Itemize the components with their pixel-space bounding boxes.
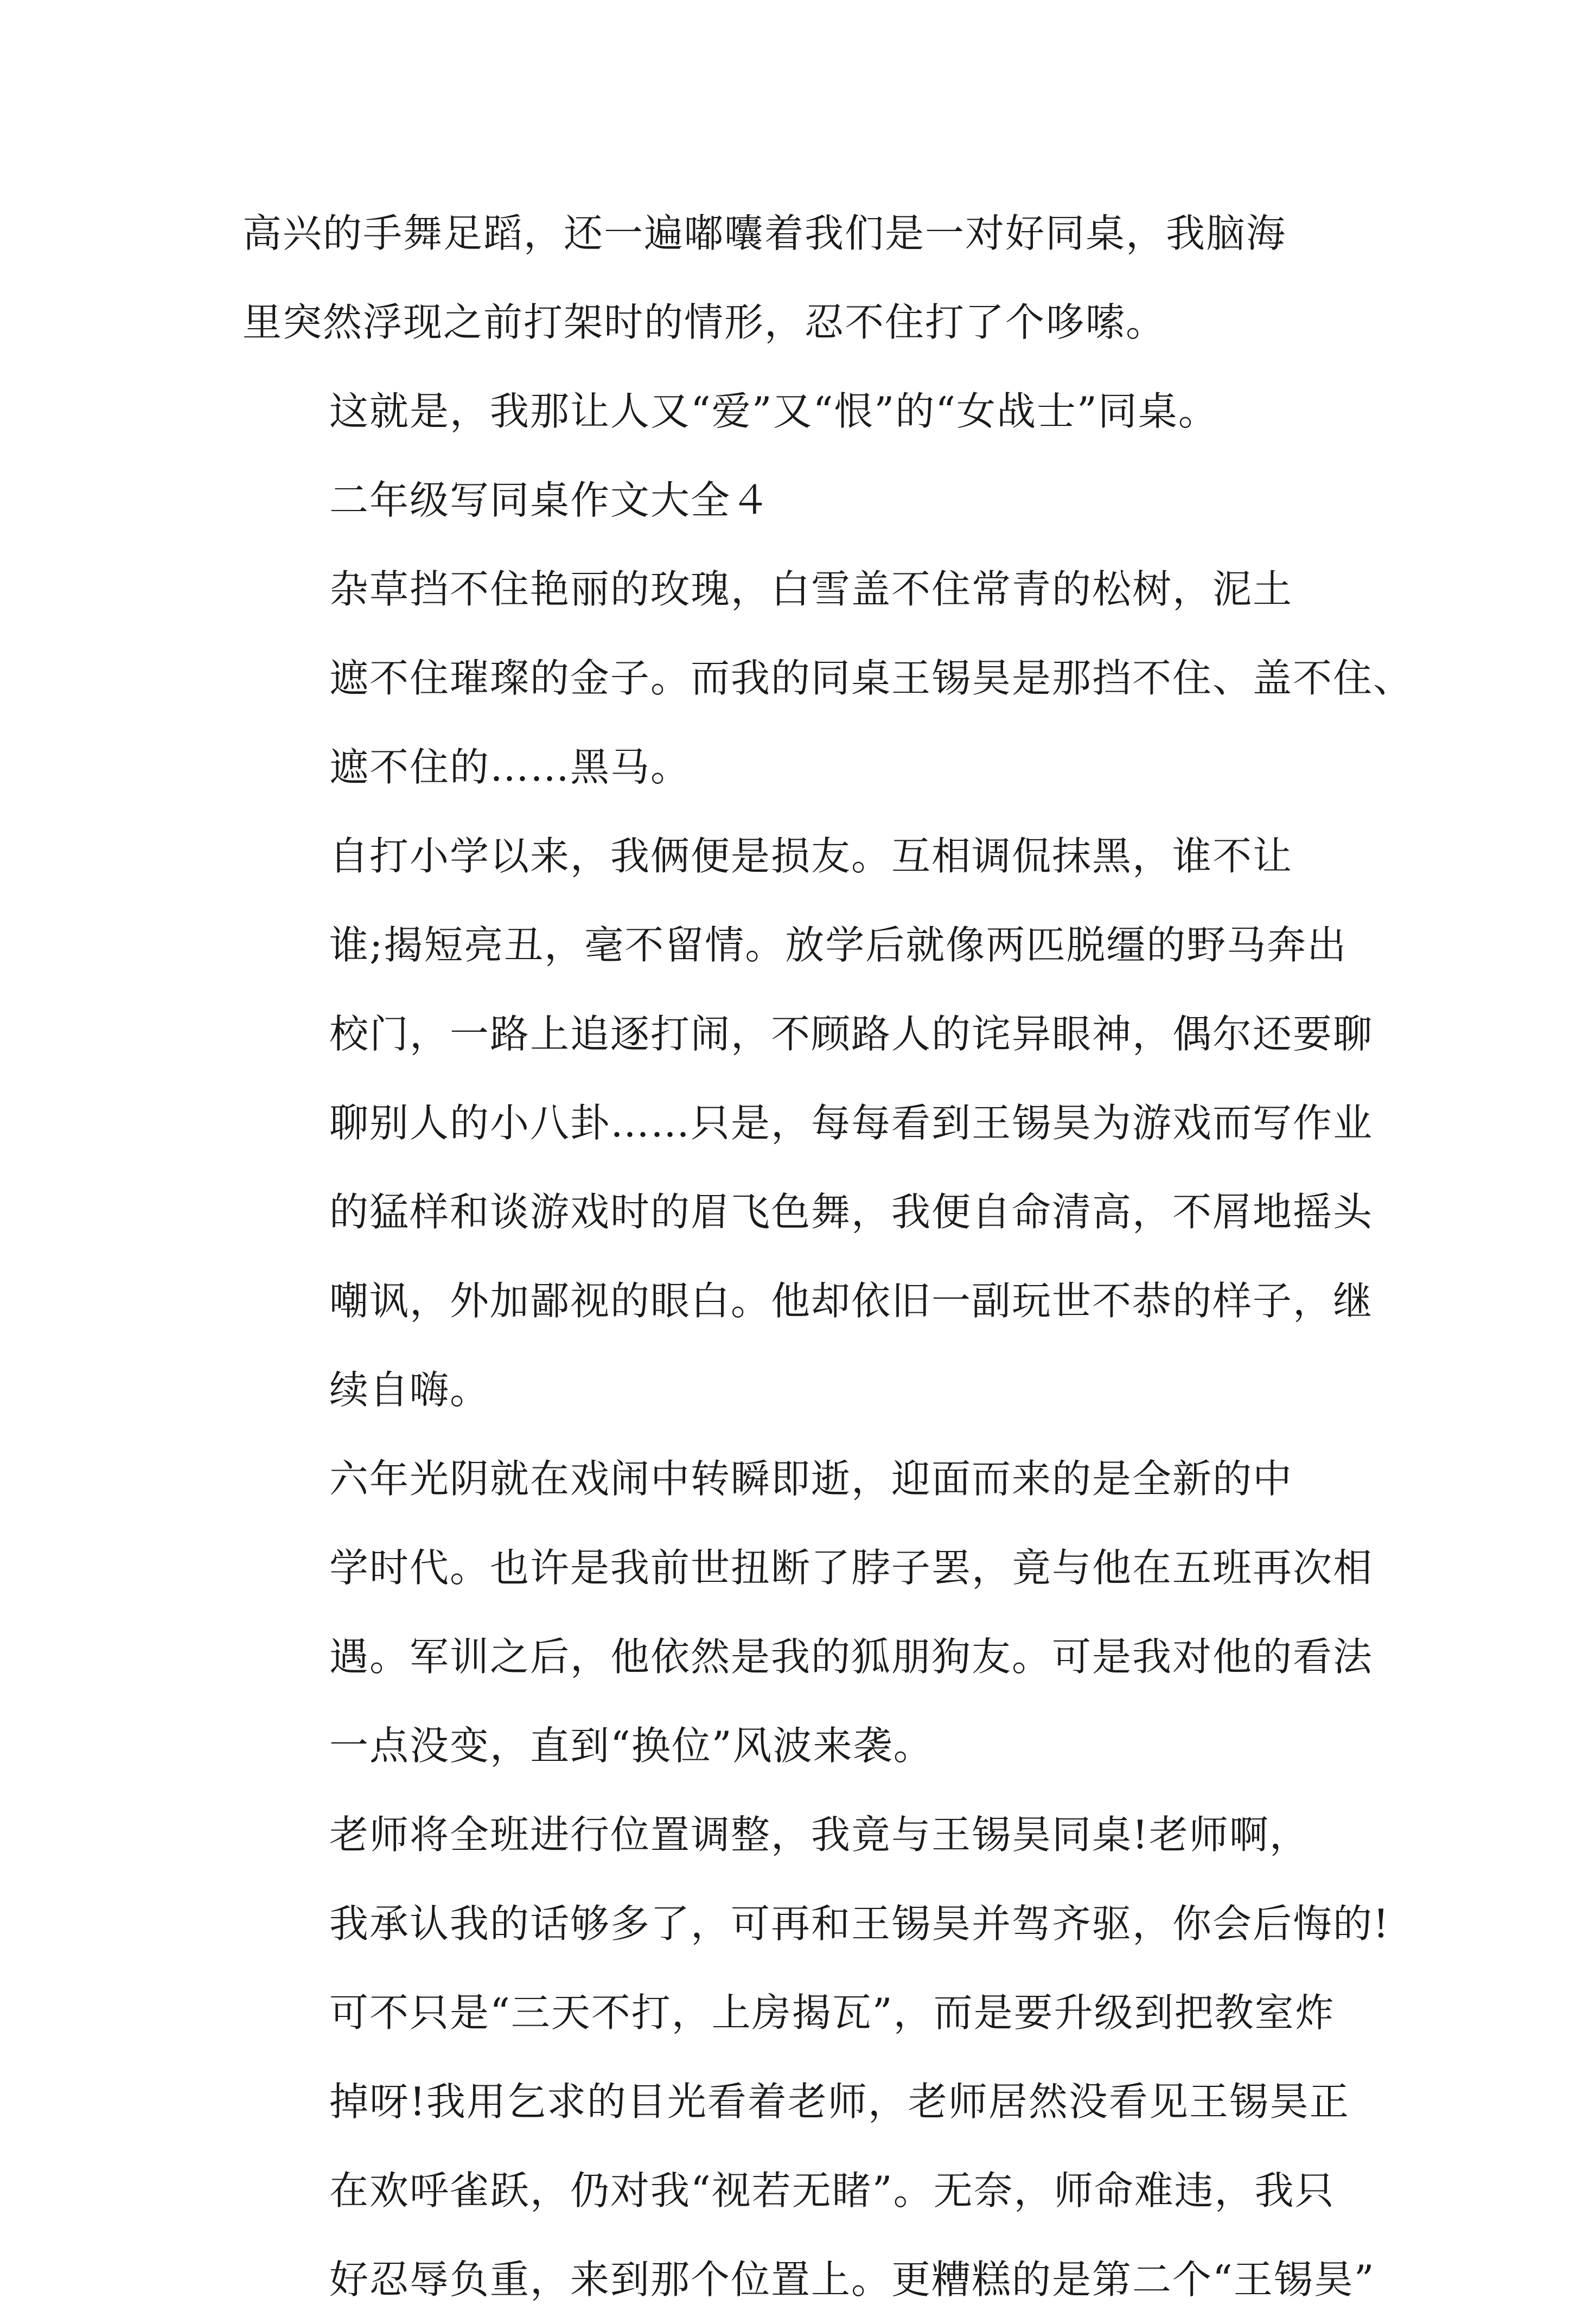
paragraph-6 [242,1434,1382,1790]
text-line: 六年光阴就在戏闹中转瞬即逝，迎面而来的是全新的中 [329,1456,1293,1502]
paragraph-1 [242,189,1382,367]
section-heading [242,456,1382,545]
text-line: 的猛样和谈游戏时的眉飞色舞，我便自命清高，不屑地摇头 [329,1189,1374,1235]
text-line: 高兴的手舞足蹈，还一遍嘟囔着我们是一对好同桌，我脑海 [242,210,1287,256]
text-line: 聊别人的小八卦……只是，每每看到王锡昊为游戏而写作业 [329,1100,1374,1146]
text-line: 自打小学以来，我俩便是损友。互相调侃抹黑，谁不让 [329,833,1293,879]
paragraph-2 [242,367,1382,456]
text-line: 掉呀!我用乞求的目光看着老师，老师居然没看见王锡昊正 [329,2079,1350,2124]
text-line: 嘲讽，外加鄙视的眼白。他却依旧一副玩世不恭的样子，继 [329,1278,1374,1324]
heading-line: 二年级写同桌作文大全４ [329,477,771,523]
paragraph-4 [242,545,1414,812]
text-line: 我承认我的话够多了，可再和王锡昊并驾齐驱，你会后悔的! [329,1901,1390,1946]
text-line: 一点没变，直到“换位”风波来袭。 [329,1723,934,1768]
text-line: 可不只是“三天不打，上房揭瓦”，而是要升级到把教室炸 [329,1990,1335,2035]
paragraph-7 [242,1790,1390,2324]
text-line: 杂草挡不住艳丽的玫瑰，白雪盖不住常青的松树，泥土 [329,566,1293,612]
text-line: 学时代。也许是我前世扭断了脖子罢，竟与他在五班再次相 [329,1545,1374,1591]
text-line: 好忍辱负重，来到那个位置上。更糟糕的是第二个“王锡昊” [329,2257,1375,2302]
text-line: 老师将全班进行位置调整，我竟与王锡昊同桌!老师啊， [329,1812,1310,1857]
text-line: 这就是，我那让人又“爱”又“恨”的“女战士”同桌。 [329,388,1218,434]
text-line: 在欢呼雀跃，仍对我“视若无睹”。无奈，师命难违，我只 [329,2168,1335,2213]
text-line: 遮不住的……黑马。 [329,744,691,790]
essay-body [242,189,1414,2324]
paragraph-5 [242,812,1382,1434]
text-line: 里突然浮现之前打架时的情形，忍不住打了个哆嗦。 [242,299,1166,345]
text-line: 遇。军训之后，他依然是我的狐朋狗友。可是我对他的看法 [329,1634,1374,1680]
text-line: 续自嗨。 [329,1367,490,1413]
text-line: 校门，一路上追逐打闹，不顾路人的诧异眼神，偶尔还要聊 [329,1011,1374,1057]
text-line: 遮不住璀璨的金子。而我的同桌王锡昊是那挡不住、盖不住、 [329,655,1414,701]
text-line: 谁;揭短亮丑，毫不留情。放学后就像两匹脱缰的野马奔出 [329,922,1348,968]
